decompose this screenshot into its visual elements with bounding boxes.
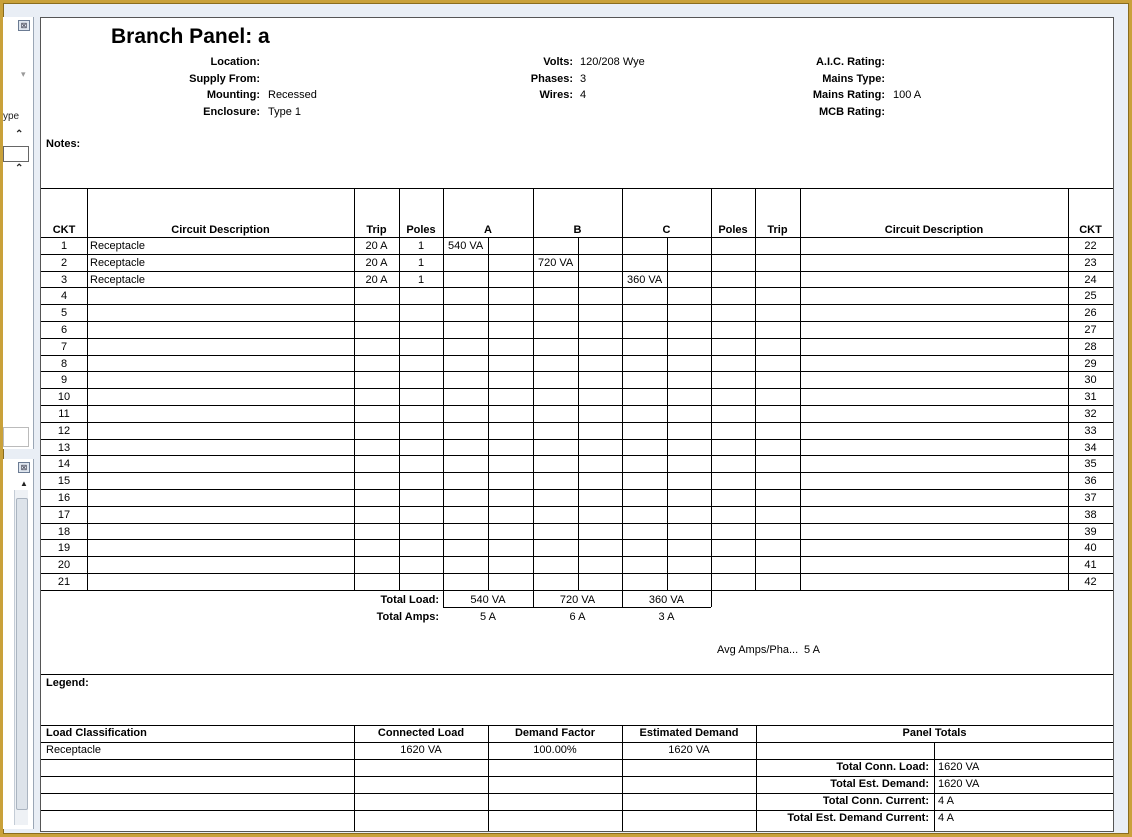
grid-line [622, 590, 623, 607]
enclosure-label: Enclosure: [203, 106, 260, 118]
total-conn-current-label: Total Conn. Current: [822, 795, 929, 807]
total-load-a: 540 VA [470, 594, 506, 606]
ckt-header: CKT [52, 224, 76, 236]
poles-header: Poles [406, 224, 436, 236]
demand-factor-header: Demand Factor [514, 727, 596, 739]
phase-a-header: A [484, 224, 492, 236]
collapse-icon-2[interactable]: ⌃ [15, 163, 24, 174]
poles-cell: 1 [417, 273, 425, 286]
ckt-right-cell: 28 [1084, 340, 1097, 353]
grid-line [443, 188, 444, 590]
ckt-cell: 14 [57, 458, 71, 471]
ckt-cell: 2 [60, 256, 68, 269]
properties-panel [3, 17, 34, 449]
mcb-rating-label: MCB Rating: [819, 106, 885, 118]
ckt-cell: 18 [57, 525, 71, 538]
grid-line [755, 188, 756, 590]
grid-line [533, 188, 534, 590]
ckt-right-cell: 24 [1084, 273, 1097, 286]
grid-line [41, 742, 1113, 743]
total-conn-load-value: 1620 VA [938, 761, 980, 773]
grid-line [41, 254, 1113, 255]
grid-line [800, 188, 801, 590]
ckt-cell: 5 [60, 307, 68, 320]
ckt-cell: 20 [57, 559, 71, 572]
connected-load-header: Connected Load [377, 727, 465, 739]
ckt-cell: 21 [57, 576, 71, 588]
supply-from-label: Supply From: [189, 73, 260, 85]
mains-rating-label: Mains Rating: [812, 89, 885, 101]
total-load-b: 720 VA [559, 594, 596, 606]
trip-cell: 20 A [365, 256, 388, 269]
ckt-cell: 10 [57, 391, 71, 404]
ckt-cell: 16 [57, 492, 71, 504]
ckt-right-cell: 25 [1084, 290, 1097, 303]
trip-cell: 20 A [365, 240, 388, 252]
grid-line [41, 776, 1113, 777]
grid-line [41, 439, 1113, 440]
grid-line [41, 759, 1113, 760]
total-amps-label: Total Amps: [376, 611, 439, 623]
legend-label: Legend: [46, 677, 89, 689]
total-load-label: Total Load: [380, 594, 439, 606]
circuit-description-cell: Receptacle [90, 256, 146, 269]
ckt-right-cell: 37 [1084, 492, 1097, 504]
ckt-right-cell: 27 [1084, 324, 1097, 336]
avg-amps-value: 5 A [804, 644, 820, 656]
grid-line [934, 742, 935, 831]
ckt-right-cell: 26 [1084, 307, 1097, 320]
grid-line [443, 607, 711, 608]
ckt-cell: 8 [60, 357, 68, 370]
grid-line [41, 422, 1113, 423]
grid-line [488, 237, 489, 590]
wires-label: Wires: [539, 89, 573, 101]
grid-line [87, 188, 88, 590]
phase-c-header: C [662, 224, 671, 236]
volts-label: Volts: [543, 56, 573, 68]
grid-line [622, 188, 623, 590]
grid-line [533, 590, 534, 607]
ckt-right-cell: 32 [1084, 408, 1097, 420]
total-est-demand-current-value: 4 A [938, 812, 954, 824]
close-icon[interactable]: ⊠ [18, 462, 30, 473]
mains-rating-value: 100 A [893, 89, 922, 101]
grid-line [488, 725, 489, 831]
grid-line [41, 321, 1113, 322]
ckt-cell: 13 [57, 441, 71, 454]
ckt-right-cell: 33 [1084, 424, 1097, 437]
ckt-right-header: CKT [1079, 224, 1102, 236]
location-label: Location: [210, 56, 260, 68]
grid-line [711, 590, 712, 607]
aic-rating-label: A.I.C. Rating: [815, 56, 885, 68]
mounting-value: Recessed [268, 89, 317, 101]
grid-line [1068, 188, 1069, 590]
grid-line [41, 539, 1113, 540]
ckt-right-cell: 22 [1084, 240, 1097, 252]
grid-line [354, 188, 355, 590]
grid-line [41, 573, 1113, 574]
demand-factor-value: 100.00% [533, 744, 577, 756]
phase-b-header: B [573, 224, 582, 236]
grid-line [443, 590, 444, 607]
mains-type-label: Mains Type: [822, 73, 885, 85]
grid-line [41, 338, 1113, 339]
grid-line [667, 237, 668, 590]
grid-line [41, 405, 1113, 406]
ckt-right-cell: 40 [1084, 542, 1097, 555]
phases-label: Phases: [530, 73, 573, 85]
panel-totals-header: Panel Totals [902, 727, 967, 739]
ckt-right-cell: 41 [1084, 559, 1097, 572]
grid-line [711, 188, 712, 590]
grid-line [399, 188, 400, 590]
circuit-description-right-header: Circuit Description [884, 224, 984, 236]
enclosure-value: Type 1 [268, 106, 302, 118]
grid-line [41, 725, 1113, 726]
ckt-right-cell: 38 [1084, 508, 1097, 521]
total-load-c: 360 VA [648, 594, 685, 606]
total-conn-load-label: Total Conn. Load: [836, 761, 929, 773]
grid-line [41, 455, 1113, 456]
panel-schedule-sheet [40, 17, 1114, 832]
mounting-label: Mounting: [206, 89, 260, 101]
grid-line [41, 674, 1113, 675]
ckt-cell: 9 [60, 374, 68, 387]
phase-c-load-cell: 360 VA [627, 273, 663, 286]
ckt-cell: 11 [58, 408, 70, 420]
total-conn-current-value: 4 A [938, 795, 954, 807]
close-icon[interactable]: ⊠ [18, 20, 30, 31]
ckt-right-cell: 35 [1084, 458, 1097, 471]
phase-b-load-cell: 720 VA [538, 256, 574, 269]
grid-line [41, 371, 1113, 372]
volts-value: 120/208 Wye [580, 56, 645, 68]
trip-header: Trip [366, 224, 387, 236]
grid-line [41, 523, 1113, 524]
grid-line [41, 355, 1113, 356]
trip-cell: 20 A [365, 273, 388, 286]
total-est-demand-label: Total Est. Demand: [830, 778, 929, 790]
total-amps-a: 5 A [480, 611, 496, 623]
grid-line [41, 388, 1113, 389]
ckt-cell: 19 [57, 542, 71, 555]
dropdown-arrow-icon[interactable]: ▾ [21, 69, 26, 79]
total-est-demand-value: 1620 VA [938, 778, 980, 790]
total-est-demand-current-label: Total Est. Demand Current: [787, 812, 929, 824]
ckt-right-cell: 34 [1084, 441, 1097, 454]
ckt-right-cell: 29 [1084, 357, 1097, 370]
connected-load-value: 1620 VA [400, 744, 442, 756]
grid-line [41, 271, 1113, 272]
ckt-cell: 15 [57, 475, 71, 488]
grid-line [41, 793, 1113, 794]
total-amps-c: 3 A [658, 611, 675, 623]
ckt-cell: 1 [60, 240, 68, 252]
estimated-demand-value: 1620 VA [668, 744, 710, 756]
load-class-receptacle: Receptacle [46, 744, 102, 756]
ckt-right-cell: 30 [1084, 374, 1097, 387]
circuit-description-cell: Receptacle [90, 240, 146, 252]
grid-line [41, 188, 1113, 189]
type-field[interactable] [3, 146, 29, 162]
grid-line [41, 810, 1113, 811]
wires-value: 4 [580, 89, 587, 101]
ckt-right-cell: 39 [1084, 525, 1097, 538]
avg-amps-label: Avg Amps/Pha... [717, 644, 799, 656]
circuit-description-cell: Receptacle [90, 273, 146, 286]
grid-line [41, 237, 1113, 238]
grid-line [41, 506, 1113, 507]
estimated-demand-header: Estimated Demand [639, 727, 739, 739]
grid-line [756, 725, 757, 831]
phases-value: 3 [580, 73, 587, 85]
grid-line [354, 725, 355, 831]
collapse-icon[interactable]: ⌃ [15, 129, 24, 140]
grid-line [41, 472, 1113, 473]
ckt-right-cell: 31 [1084, 391, 1097, 404]
ckt-cell: 4 [60, 290, 68, 303]
browser-scrollbar[interactable] [14, 490, 28, 825]
grid-line [578, 237, 579, 590]
scroll-thumb[interactable] [16, 498, 28, 810]
total-amps-b: 6 A [569, 611, 586, 623]
page-title: Branch Panel: a [111, 25, 270, 48]
grid-line [41, 304, 1113, 305]
type-label: ype [3, 111, 20, 122]
grid-line [41, 590, 1113, 591]
grid-line [622, 725, 623, 831]
poles-cell: 1 [417, 256, 425, 269]
phase-a-load-cell: 540 VA [448, 240, 484, 252]
poles-right-header: Poles [718, 224, 748, 236]
ckt-cell: 12 [57, 424, 71, 437]
poles-cell: 1 [417, 240, 425, 252]
ckt-right-cell: 23 [1084, 256, 1097, 269]
circuit-description-header: Circuit Description [171, 224, 270, 236]
ckt-cell: 17 [57, 508, 71, 521]
ckt-cell: 3 [60, 273, 68, 286]
apply-field[interactable] [3, 427, 29, 447]
ckt-cell: 6 [60, 324, 68, 336]
load-classification-header: Load Classification [46, 727, 147, 739]
grid-line [41, 489, 1113, 490]
grid-line [41, 556, 1113, 557]
grid-line [41, 287, 1113, 288]
ckt-cell: 7 [60, 340, 68, 353]
ckt-right-cell: 36 [1084, 475, 1097, 488]
notes-label: Notes: [46, 138, 81, 150]
scroll-up-icon[interactable]: ▲ [20, 479, 28, 488]
ckt-right-cell: 42 [1084, 576, 1097, 588]
trip-right-header: Trip [767, 224, 788, 236]
